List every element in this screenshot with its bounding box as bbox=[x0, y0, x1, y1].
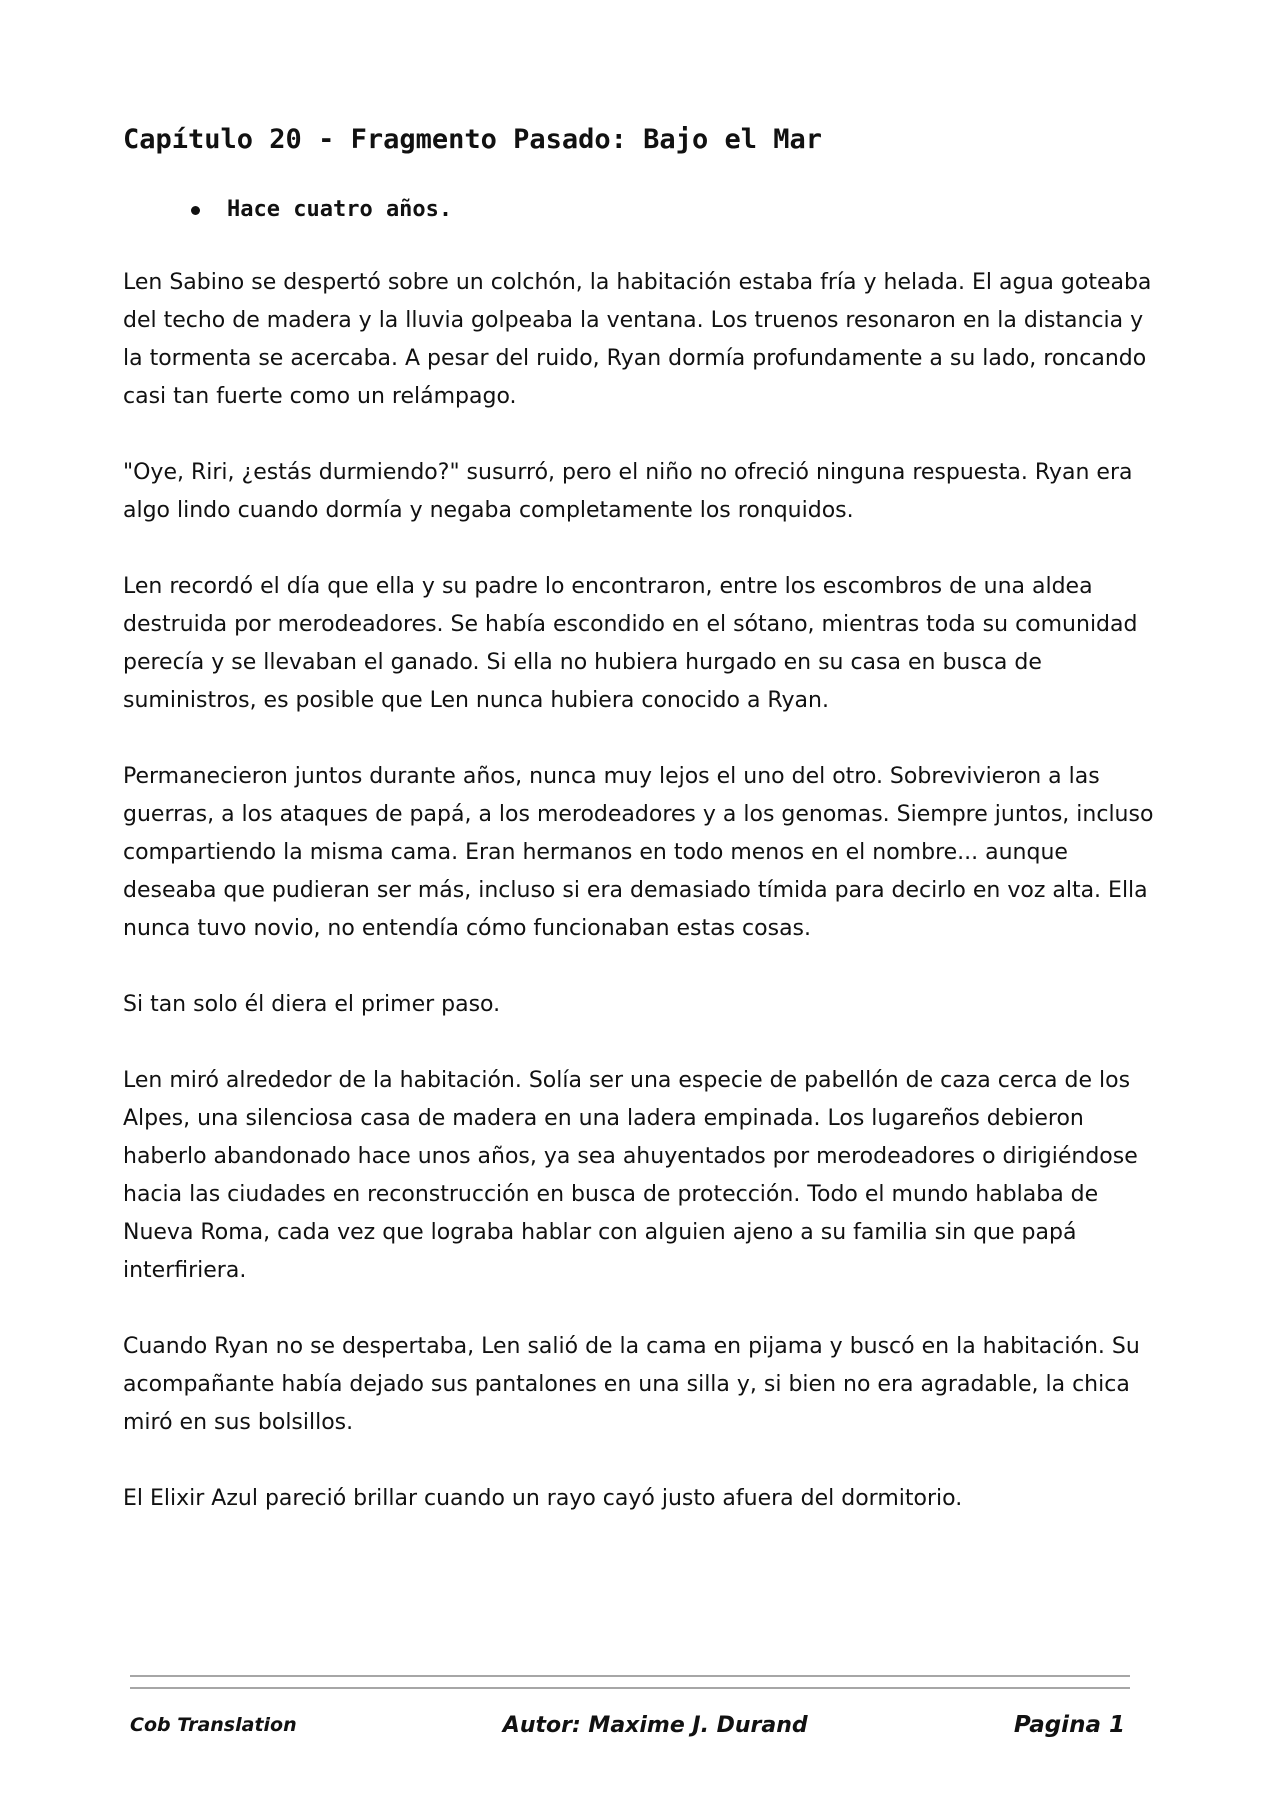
page-footer bbox=[130, 1712, 1125, 1738]
footer-translator: Cob Translation bbox=[130, 1714, 297, 1736]
paragraph: Permanecieron juntos durante años, nunca muy lejos el uno del otro. Sobrevivieron a las guerras, a los ataques de papá, a los merodeadores y a los genomas. Siempre juntos, incluso compartiendo la misma cama. Eran hermanos en todo menos en el nombre... aunque deseaba que pudieran ser más, incluso si era demasiado tímida para decirlo en voz alta. Ella nunca tuvo novio, no entendía cómo funcionaban estas cosas. bbox=[123, 764, 1154, 941]
footer-rule-top bbox=[130, 1675, 1130, 1677]
chapter-title: Capítulo 20 - Fragmento Pasado: Bajo el Mar bbox=[123, 124, 822, 155]
bullet-item bbox=[191, 190, 1158, 230]
footer-page-number: Pagina 1 bbox=[1013, 1712, 1125, 1738]
bullet-list bbox=[123, 190, 1158, 230]
footer-author: Autor: Maxime J. Durand bbox=[502, 1712, 808, 1738]
footer-divider bbox=[130, 1675, 1130, 1689]
paragraph: Len miró alrededor de la habitación. Solía ser una especie de pabellón de caza cerca de los Alpes, una silenciosa casa de madera en una ladera empinada. Los lugareños debieron haberlo abandonado hace unos años, ya sea ahuyentados por merodeadores o dirigiéndose hacia las ciudades en reconstrucción en busca de protección. Todo el mundo hablaba de Nueva Roma, cada vez que lograba hablar con alguien ajeno a su familia sin que papá interfiriera. bbox=[123, 1068, 1138, 1283]
body-text bbox=[123, 264, 1158, 1518]
paragraph: Cuando Ryan no se despertaba, Len salió de la cama en pijama y buscó en la habitación. Su acompañante había dejado sus pantalones en una silla y, si bien no era agradable, la chica miró en sus bolsillos. bbox=[123, 1334, 1140, 1435]
paragraph: "Oye, Riri, ¿estás durmiendo?" susurró, pero el niño no ofreció ninguna respuesta. Ryan era algo lindo cuando dormía y negaba completamente los ronquidos. bbox=[123, 460, 1133, 523]
paragraph: El Elixir Azul pareció brillar cuando un rayo cayó justo afuera del dormitorio. bbox=[123, 1486, 963, 1511]
paragraph: Len recordó el día que ella y su padre lo encontraron, entre los escombros de una aldea destruida por merodeadores. Se había escondido en el sótano, mientras toda su comunidad perecía y se llevaban el ganado. Si ella no hubiera hurgado en su casa en busca de suministros, es posible que Len nunca hubiera conocido a Ryan. bbox=[123, 574, 1138, 713]
paragraph: Si tan solo él diera el primer paso. bbox=[123, 992, 501, 1017]
page-content bbox=[123, 120, 1158, 1556]
bullet-text: Hace cuatro años. bbox=[227, 197, 453, 222]
footer-rule-bottom bbox=[130, 1687, 1130, 1689]
paragraph: Len Sabino se despertó sobre un colchón, la habitación estaba fría y helada. El agua goteaba del techo de madera y la lluvia golpeaba la ventana. Los truenos resonaron en la distancia y la tormenta se acercaba. A pesar del ruido, Ryan dormía profundamente a su lado, roncando casi tan fuerte como un relámpago. bbox=[123, 270, 1152, 409]
bullet-dot-icon bbox=[191, 206, 200, 215]
